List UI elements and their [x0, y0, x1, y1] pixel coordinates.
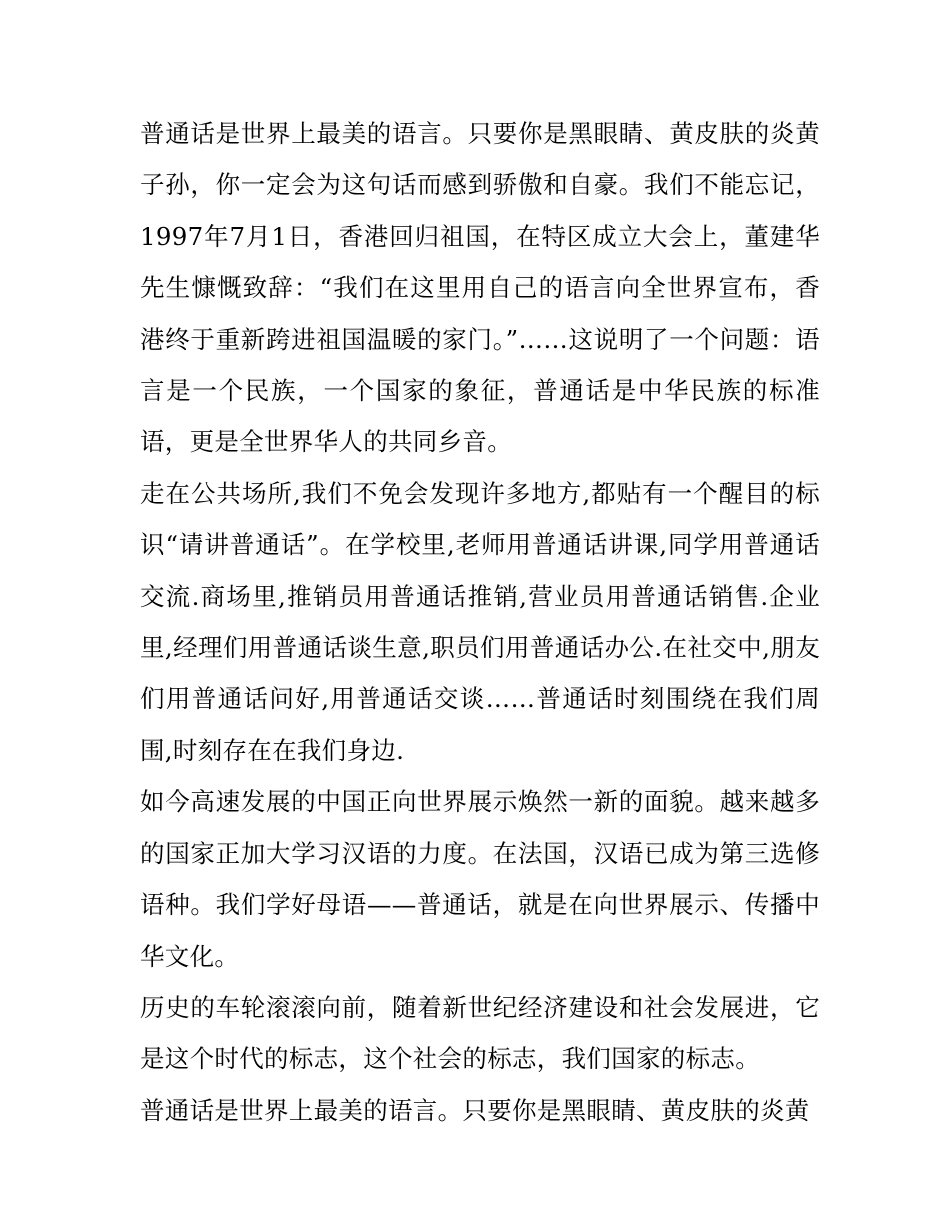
paragraph-2: 走在公共场所,我们不免会发现许多地方,都贴有一个醒目的标识“请讲普通话”。在学校里,老师用普通话讲课,同学用普通话交流.商场里,推销员用普通话推销,营业员用普通话销售.企业里,经理们用普通话谈生意,职员们用普通话办公.在社交中,朋友们用普通话问好,用普通话交谈……普通话时刻围绕在我们周围,时刻存在在我们身边.: [140, 478, 820, 765]
document-body: [140, 108, 820, 1136]
paragraph-1: 普通话是世界上最美的语言。只要你是黑眼睛、黄皮肤的炎黄子孙，你一定会为这句话而感到骄傲和自豪。我们不能忘记，1997年7月1日，香港回归祖国，在特区成立大会上，董建华先生慷慨致辞：“我们在这里用自己的语言向全世界宣布，香港终于重新跨进祖国温暖的家门。”……这说明了一个问题：语言是一个民族，一个国家的象征，普通话是中华民族的标准语，更是全世界华人的共同乡音。: [140, 119, 820, 457]
paragraph-5: 普通话是世界上最美的语言。只要你是黑眼睛、黄皮肤的炎黄: [140, 1095, 810, 1125]
paragraph-4: 历史的车轮滚滚向前，随着新世纪经济建设和社会发展进，它是这个时代的标志，这个社会的标志，我们国家的标志。: [140, 992, 820, 1074]
paragraph-3: 如今高速发展的中国正向世界展示焕然一新的面貌。越来越多的国家正加大学习汉语的力度。在法国，汉语已成为第三选修语种。我们学好母语——普通话，就是在向世界展示、传播中华文化。: [140, 787, 820, 971]
